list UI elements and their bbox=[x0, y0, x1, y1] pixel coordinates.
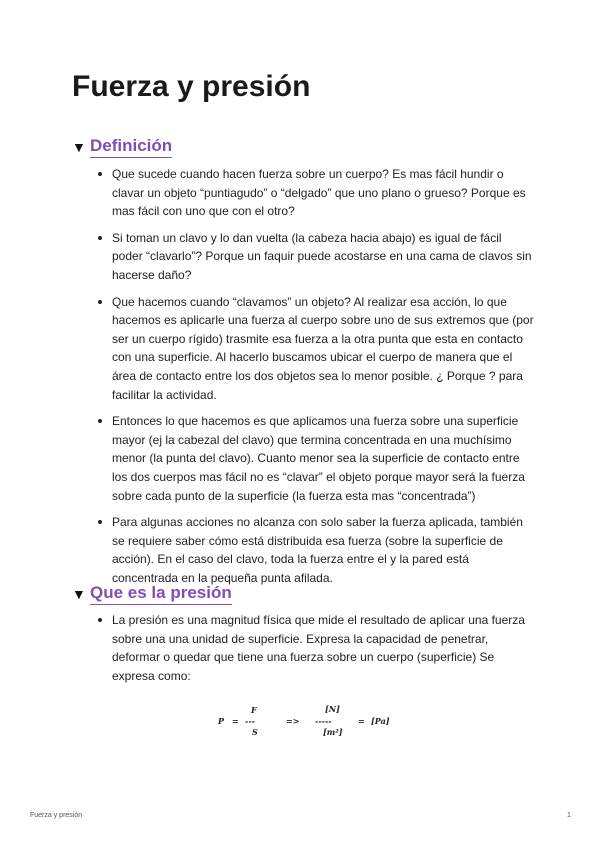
list-item-text: Que hacemos cuando “clavamos” un objeto? Al realizar esa acción, lo que hacemos es aplicarle una fuerza al cuerpo sobre uno de sus extremos que (por ser un cuerpo rígido) trasmite esa fuerza a la otra punta que esta en contacto con una superficie. Al hacerlo buscamos ubicar el cuerpo de manera que el área de contacto entre los dos objetos sea lo menor posible. ¿ Porque ? para facilitar la actividad. bbox=[112, 294, 534, 402]
list-item bbox=[95, 165, 535, 221]
section-heading: Definición bbox=[90, 136, 172, 158]
section-heading: Que es la presión bbox=[90, 583, 232, 605]
toggle-triangle-icon[interactable]: ▼ bbox=[72, 139, 86, 155]
formula-s: S bbox=[252, 727, 258, 737]
section-presion-header[interactable] bbox=[72, 583, 232, 605]
formula-newton: [N] bbox=[325, 704, 340, 714]
formula-equals: = bbox=[358, 716, 365, 726]
list-item bbox=[95, 611, 535, 685]
formula-f: F bbox=[251, 705, 257, 715]
bullet-icon bbox=[98, 172, 102, 176]
definicion-list bbox=[95, 165, 535, 587]
bullet-icon bbox=[98, 618, 102, 622]
bullet-icon bbox=[98, 520, 102, 524]
formula-equals: = bbox=[232, 716, 239, 726]
toggle-triangle-icon[interactable]: ▼ bbox=[72, 586, 86, 602]
list-item-text: Si toman un clavo y lo dan vuelta (la cabeza hacia abajo) es igual de fácil poder “clavarlo”? Porque un faquir puede acostarse en una cama de clavos sin hacerse daño? bbox=[112, 230, 532, 282]
list-item bbox=[95, 513, 535, 587]
section-definicion-header[interactable] bbox=[72, 136, 172, 158]
footer-title: Fuerza y presión bbox=[30, 812, 83, 819]
formula-fraction-bar: --- bbox=[245, 716, 255, 726]
bullet-icon bbox=[98, 300, 102, 304]
formula-m2: [m²] bbox=[323, 727, 343, 737]
list-item-text: Entonces lo que hacemos es que aplicamos una fuerza sobre una superficie mayor (ej la cabezal del clavo) que termina concentrada en una muchísimo menor (la punta del clavo). Cuanto menor sea la superficie de contacto entre los dos cuerpos mas fácil no es “clavar” el objeto porque mayor será la fuerza sobre cada punto de la superficie (la fuerza esta mas “concentrada”) bbox=[112, 414, 525, 503]
list-item bbox=[95, 412, 535, 505]
list-item-text: Que sucede cuando hacen fuerza sobre un cuerpo? Es mas fácil hundir o clavar un objeto “puntiagudo” o “delgado” que uno plano o grueso? Porque es mas fácil con uno que con el otro? bbox=[112, 167, 526, 219]
page-number: 1 bbox=[567, 812, 571, 819]
page-title: Fuerza y presión bbox=[72, 70, 311, 103]
bullet-icon bbox=[98, 419, 102, 423]
list-item-text: La presión es una magnitud física que mide el resultado de aplicar una fuerza sobre una una unidad de superficie. Expresa la capacidad de penetrar, deformar o quedar que tiene una fuerza sobre un cuerpo (superficie) Se expresa como: bbox=[112, 613, 525, 683]
formula-arrow: => bbox=[286, 716, 300, 726]
formula-fraction-bar: ----- bbox=[315, 716, 332, 726]
formula-p: P bbox=[218, 716, 225, 726]
presion-list bbox=[95, 611, 535, 685]
list-item bbox=[95, 293, 535, 405]
list-item bbox=[95, 229, 535, 285]
pressure-formula-image bbox=[214, 702, 414, 742]
formula-pascal: [Pa] bbox=[371, 716, 390, 726]
bullet-icon bbox=[98, 236, 102, 240]
list-item-text: Para algunas acciones no alcanza con solo saber la fuerza aplicada, también se requiere saber cómo está distribuida esa fuerza (sobre la superficie de acción). En el caso del clavo, toda la fuerza entre el y la pared está concentrada en la pequeña punta afilada. bbox=[112, 515, 523, 585]
